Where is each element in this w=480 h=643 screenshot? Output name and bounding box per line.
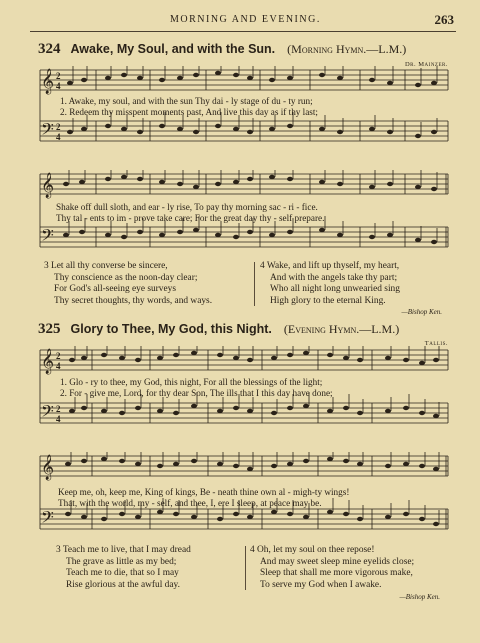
svg-text:2: 2: [56, 351, 61, 361]
hymn-325-lyric-line-2: 2. For - give me, Lord, for thy dear Son, The ills that I this day have done;: [60, 388, 333, 398]
svg-text:𝄢: 𝄢: [41, 119, 54, 143]
hymn-324-author: —Bishop Ken.: [401, 308, 442, 316]
hymn-324-lyric-line-4: Thy tal - ents to im - prove take care; For the great day thy - self prepare.: [56, 213, 325, 223]
hymn-325-composer: Tallis.: [424, 340, 448, 347]
hymn-number: 324: [38, 41, 61, 57]
hymn-324-composer: Dr. Mainzer.: [404, 61, 448, 68]
hymn-325-verse-4: 4 Oh, let my soul on thee repose! And may sweet sleep mine eyelids close; Sleep that shall me more vigorous make, To serve my God when I awake.: [250, 545, 415, 590]
svg-text:4: 4: [56, 132, 61, 142]
page-header: [0, 12, 480, 28]
verse-divider: [245, 546, 246, 590]
svg-text:4: 4: [56, 414, 61, 424]
hymn-title: Awake, My Soul, and with the Sun.: [70, 42, 276, 56]
svg-text:2: 2: [56, 122, 61, 132]
svg-text:4: 4: [56, 81, 61, 91]
svg-text:𝄢: 𝄢: [41, 401, 54, 425]
verse-divider: [254, 262, 255, 306]
hymn-title: Glory to Thee, My God, this Night.: [70, 322, 272, 336]
hymn-325-verse-3: 3 Teach me to live, that I may dread The grave as little as my bed; Teach me to die, that so I may Rise glorious at the awful day.: [56, 545, 191, 590]
hymn-324-verse-3: 3 Let all thy converse be sincere, Thy conscience as the noon-day clear; For God's all-seeing eye surveys Thy secret thoughts, thy words, and ways.: [44, 261, 213, 306]
svg-text:2: 2: [56, 71, 61, 81]
hymn-325-author: —Bishop Ken.: [399, 593, 440, 601]
svg-text:𝄢: 𝄢: [41, 507, 54, 531]
hymn-325-heading: [38, 320, 399, 338]
hymn-number: 325: [38, 321, 61, 337]
hymn-tune: (Morning Hymn.—L.M.): [287, 42, 407, 56]
svg-text:𝄞: 𝄞: [41, 349, 55, 374]
svg-text:4: 4: [56, 361, 61, 371]
hymn-324-lyric-line-2: 2. Redeem thy misspent moments past, And live this day as if thy last;: [60, 107, 318, 117]
hymn-325-lyric-line-4: That, with the world, my - self, and thee, I, ere I sleep, at peace may be.: [58, 498, 322, 508]
hymn-325-lyric-line-3: Keep me, oh, keep me, King of kings, Be - neath thine own al - migh-ty wings!: [58, 487, 350, 497]
hymn-325-lyric-line-1: 1. Glo - ry to thee, my God, this night, For all the blessings of the light;: [60, 377, 323, 387]
svg-text:𝄞: 𝄞: [41, 69, 55, 94]
page-number: 263: [434, 12, 454, 27]
hymn-324-lyric-line-1: 1. Awake, my soul, and with the sun Thy dai - ly stage of du - ty run;: [60, 96, 313, 106]
running-title: MORNING AND EVENING.: [170, 14, 321, 25]
svg-text:𝄢: 𝄢: [41, 225, 54, 249]
svg-text:𝄞: 𝄞: [41, 173, 55, 198]
hymn-324-heading: [38, 40, 406, 58]
hymn-324-verse-4: 4 Wake, and lift up thyself, my heart, And with the angels take thy part; Who all night long unwearied sing High glory to the eternal King.: [260, 261, 400, 306]
svg-text:2: 2: [56, 404, 61, 414]
header-rule: [30, 31, 456, 32]
hymn-324-lyric-line-3: Shake off dull sloth, and ear - ly rise, To pay thy morning sac - ri - fice.: [56, 202, 318, 212]
hymn-tune: (Evening Hymn.—L.M.): [283, 322, 400, 336]
svg-text:𝄞: 𝄞: [41, 455, 55, 480]
